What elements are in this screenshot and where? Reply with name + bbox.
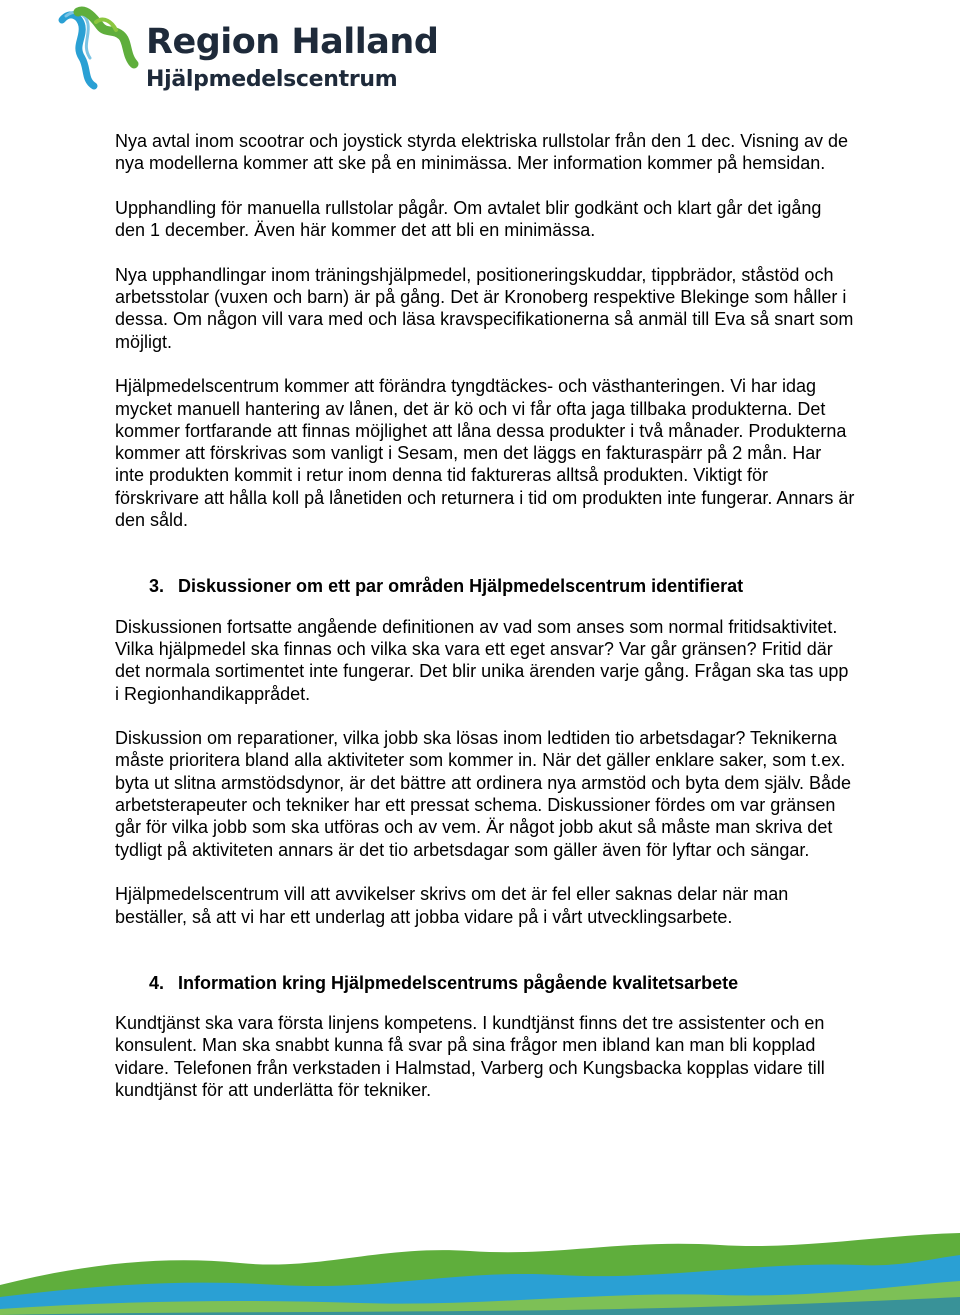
footer-landscape-decoration <box>0 1225 960 1315</box>
org-name: Region Halland <box>146 22 439 62</box>
paragraph: Hjälpmedelscentrum vill att avvikelser skrivs om det är fel eller saknas delar när man beställer, så att vi har ett underlag att jobba vidare på i vårt utvecklingsarbete. <box>115 884 789 927</box>
paragraph: Upphandling för manuella rullstolar pågår. Om avtalet blir godkänt och klart går det igång den 1 december. Även här kommer det att bli en minimässa. <box>115 197 822 241</box>
section-number: 4. <box>149 972 165 993</box>
org-unit: Hjälpmedelscentrum <box>146 67 398 92</box>
section-number: 3. <box>149 576 165 597</box>
section-title: Information kring Hjälpmedelscentrums pågående kvalitetsarbete <box>178 972 739 993</box>
section-title: Diskussioner om ett par områden Hjälpmedelscentrum identifierat <box>178 576 744 597</box>
document-body <box>115 130 855 1124</box>
paragraph: Nya upphandlingar inom träningshjälpmedel, positioneringskuddar, tippbrädor, ståstöd och arbetsstolar (vuxen och barn) är på gång. Det är Kronoberg respektive Blekinge som håller i dessa. Om någon vill vara med och läsa kravspecifikationerna så anmäl till Eva så snart som möjligt. <box>115 264 854 352</box>
section-heading-4 <box>149 972 855 994</box>
paragraph: Kundtjänst ska vara första linjens kompetens. I kundtjänst finns det tre assistenter och en konsulent. Man ska snabbt kunna få svar på sina frågor men ibland kan man bli kopplad vidare. Telefonen från verkstaden i Halmstad, Varberg och Kungsbacka kopplas vidare till kundtjänst för att underlätta för tekniker. <box>115 1013 825 1100</box>
paragraph: Nya avtal inom scootrar och joystick styrda elektriska rullstolar från den 1 dec. Visning av de nya modellerna kommer att ske på en minimässa. Mer information kommer på hemsidan. <box>115 131 848 174</box>
region-halland-logo-icon <box>56 6 140 92</box>
section-heading-3 <box>149 575 855 597</box>
page-header <box>56 6 456 94</box>
paragraph: Diskussionen fortsatte angående definitionen av vad som anses som normal fritidsaktivitet. Vilka hjälpmedel ska finnas och vilka ska vara ett eget ansvar? Var går gränsen? Fritid där det normala sortimentet inte fungerar. Det blir unika ärenden varje gång. Frågan ska tas upp i Regionhandikapprådet. <box>115 616 849 704</box>
paragraph: Hjälpmedelscentrum kommer att förändra tyngdtäckes- och västhanteringen. Vi har idag mycket manuell hantering av lånen, det är kö och vi får ofta jaga tillbaka produkterna. Det kommer fortfarande att finnas möjlighet att låna dessa produkter i två månader. Produkterna kommer att förskrivas som vanligt i Sesam, men det läggs en fakturaspärr på 2 mån. Har inte produkten kommit i retur inom denna tid faktureras alltså produkten. Viktigt för förskrivare att hålla koll på lånetiden och returnera i tid om produkten inte fungerar. Annars är den såld. <box>115 376 855 531</box>
paragraph: Diskussion om reparationer, vilka jobb ska lösas inom ledtiden tio arbetsdagar? Teknikerna måste prioritera bland alla aktiviteter som kommer in. När det gäller enklare saker, som t.ex. byta ut slitna armstödsdynor, är det bättre att ordinera nya armstöd och byta dem själv. Både arbetsterapeuter och tekniker har ett pressat schema. Diskussioner fördes om var gränsen går för vilka jobb som ska utföras och av vem. Är något jobb akut så måste man skriva det tydligt på aktiviteten annars är det tio arbetsdagar som gäller även för lyftar och sängar. <box>115 728 852 860</box>
